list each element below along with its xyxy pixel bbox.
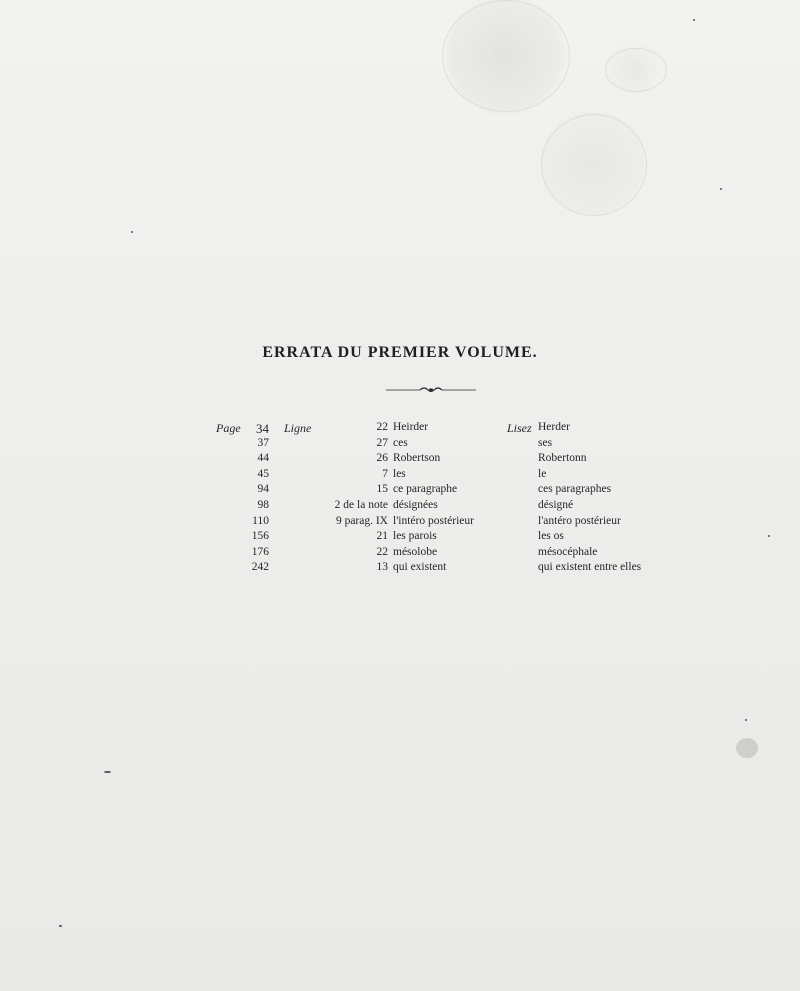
- errata-table: [0, 421, 800, 577]
- corrected-text: ces paragraphes: [538, 483, 612, 496]
- errata-row: [0, 437, 800, 453]
- erroneous-text: désignées: [393, 498, 438, 511]
- errata-row: [0, 421, 800, 437]
- line-number: 27: [376, 436, 388, 449]
- page-number: 242: [251, 561, 269, 574]
- errata-row: [0, 483, 800, 499]
- page-number: 37: [257, 436, 269, 449]
- page-label: Page: [216, 421, 241, 435]
- corrected-text: l'antéro postérieur: [538, 514, 621, 527]
- errata-row: [0, 452, 800, 468]
- line-number: 2 de la note: [334, 498, 388, 511]
- corrected-text: Herder: [538, 421, 570, 433]
- erroneous-text: Robertson: [393, 452, 441, 465]
- page-number: 44: [257, 452, 269, 465]
- line-number: 21: [376, 530, 388, 543]
- line-number: 22: [376, 421, 388, 433]
- page-number: 94: [257, 483, 269, 496]
- page-number: 34: [256, 421, 269, 436]
- errata-title: ERRATA DU PREMIER VOLUME.: [262, 344, 538, 361]
- erroneous-text: mésolobe: [393, 545, 438, 558]
- page-number: 176: [251, 545, 269, 558]
- paper-speck: [59, 925, 62, 927]
- line-number: 22: [376, 545, 388, 558]
- errata-row: [0, 515, 800, 531]
- paper-stain: [605, 48, 667, 92]
- corrected-text: les os: [538, 530, 564, 543]
- errata-row: [0, 561, 800, 577]
- page-number: 156: [251, 530, 269, 543]
- corrected-text: désigné: [538, 498, 574, 511]
- paper-speck: [693, 19, 695, 21]
- paper-speck: [720, 188, 722, 190]
- corrected-text: Robertonn: [538, 452, 587, 465]
- line-number: 15: [376, 483, 388, 496]
- errata-row: [0, 546, 800, 562]
- paper-speck: [736, 738, 758, 758]
- errata-row: [0, 468, 800, 484]
- corrected-text: mésocéphale: [538, 545, 598, 558]
- line-number: 26: [376, 452, 388, 465]
- page-number: 110: [252, 514, 269, 527]
- erroneous-text: ce paragraphe: [393, 483, 458, 496]
- erroneous-text: les: [393, 467, 406, 480]
- page-number: 98: [257, 498, 269, 511]
- ornamental-rule: [386, 384, 476, 396]
- paper-speck: [104, 771, 111, 773]
- corrected-text: le: [538, 467, 547, 480]
- corrected-text: qui existent entre elles: [538, 561, 642, 574]
- paper-speck: [131, 231, 133, 233]
- erroneous-text: qui existent: [393, 561, 447, 574]
- paper-stain: [442, 0, 570, 112]
- page-number: 45: [257, 467, 269, 480]
- line-number: 7: [382, 467, 388, 480]
- erroneous-text: l'intéro postérieur: [393, 514, 474, 527]
- paper-stain: [541, 114, 647, 216]
- corrected-text: ses: [538, 436, 553, 449]
- erroneous-text: ces: [393, 436, 408, 449]
- lisez-label: Lisez: [507, 421, 532, 435]
- paper-speck: [745, 719, 747, 721]
- erroneous-text: Heirder: [393, 421, 429, 433]
- erroneous-text: les parois: [393, 530, 437, 543]
- errata-row: [0, 499, 800, 515]
- line-number: 9 parag. IX: [335, 514, 388, 527]
- line-number: 13: [376, 561, 388, 574]
- errata-row: [0, 530, 800, 546]
- ligne-label: Ligne: [284, 421, 312, 435]
